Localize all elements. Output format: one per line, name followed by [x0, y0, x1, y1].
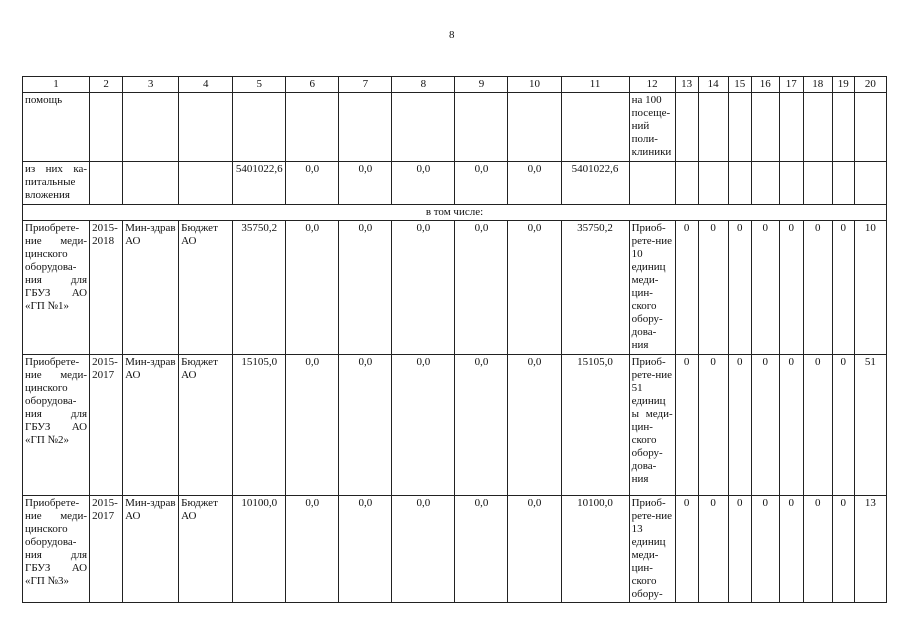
value-cell: 0,0: [392, 496, 455, 603]
item-source: Бюджет АО: [179, 355, 233, 496]
indicator-cell: 0: [675, 221, 698, 355]
indicator-cell: 0: [803, 221, 832, 355]
value-cell: 0,0: [392, 221, 455, 355]
column-header: 18: [803, 77, 832, 93]
item-name: Приобрете-ние меди-цинского оборудова-ния для ГБУЗ АО «ГП №2»: [23, 355, 90, 496]
value-cell: 0,0: [455, 221, 508, 355]
item-executor: Мин-здрав АО: [123, 496, 179, 603]
value-cell: 0,0: [455, 355, 508, 496]
item-name: Приобрете-ние меди-цинского оборудова-ния для ГБУЗ АО «ГП №1»: [23, 221, 90, 355]
value-cell: 10100,0: [233, 496, 286, 603]
item-period: 2015-2017: [90, 496, 123, 603]
table-row: [23, 355, 887, 496]
table-row: [23, 221, 887, 355]
indicator-cell: 0: [751, 221, 779, 355]
indicator-cell: 0: [779, 355, 803, 496]
indicator-cell: 0: [779, 496, 803, 603]
item-result: Приоб-рете-ние 10 единиц меди-цин-ского обору-дова-ния: [629, 221, 675, 355]
column-header: 17: [779, 77, 803, 93]
column-header: 10: [508, 77, 561, 93]
value-cell: 35750,2: [561, 221, 629, 355]
value-cell: 0,0: [339, 221, 392, 355]
page-number: 8: [449, 29, 455, 41]
column-header: 9: [455, 77, 508, 93]
column-header: 19: [832, 77, 854, 93]
value-cell: 0,0: [286, 496, 339, 603]
indicator-cell: 0: [675, 496, 698, 603]
item-source: Бюджет АО: [179, 221, 233, 355]
value-cell: 0,0: [508, 162, 561, 205]
item-result: Приоб-рете-ние 51 единицы меди-цин-ского обору-дова-ния: [629, 355, 675, 496]
program-table: [22, 76, 887, 603]
column-header: 5: [233, 77, 286, 93]
column-header: 4: [179, 77, 233, 93]
column-header: 7: [339, 77, 392, 93]
row-result: на 100 посеще-ний поли-клиники: [629, 93, 675, 162]
indicator-cell: 0: [698, 496, 728, 603]
value-cell: 0,0: [339, 355, 392, 496]
subheader-row: [23, 205, 887, 221]
column-header: 12: [629, 77, 675, 93]
item-source: Бюджет АО: [179, 496, 233, 603]
item-name: Приобрете-ние меди-цинского оборудова-ния для ГБУЗ АО «ГП №3»: [23, 496, 90, 603]
value-cell: 35750,2: [233, 221, 286, 355]
table-row: [23, 162, 887, 205]
column-header: 20: [854, 77, 886, 93]
value-cell: 15105,0: [561, 355, 629, 496]
value-cell: 0,0: [339, 496, 392, 603]
item-executor: Мин-здрав АО: [123, 221, 179, 355]
value-cell: 5401022,6: [233, 162, 286, 205]
value-cell: 0,0: [392, 162, 455, 205]
indicator-cell: 0: [803, 496, 832, 603]
value-cell: 0,0: [392, 355, 455, 496]
indicator-cell: 0: [675, 355, 698, 496]
column-header: 14: [698, 77, 728, 93]
indicator-cell: 0: [832, 355, 854, 496]
row-name: из них ка-питальные вложения: [23, 162, 90, 205]
item-period: 2015-2017: [90, 355, 123, 496]
indicator-cell: 0: [698, 221, 728, 355]
column-header: 11: [561, 77, 629, 93]
indicator-cell: 13: [854, 496, 886, 603]
indicator-cell: 0: [728, 355, 751, 496]
table-row: [23, 496, 887, 603]
indicator-cell: 0: [803, 355, 832, 496]
indicator-cell: 0: [832, 496, 854, 603]
indicator-cell: 0: [728, 221, 751, 355]
value-cell: 5401022,6: [561, 162, 629, 205]
table-row: [23, 93, 887, 162]
indicator-cell: 0: [832, 221, 854, 355]
item-period: 2015-2018: [90, 221, 123, 355]
value-cell: 0,0: [339, 162, 392, 205]
column-header: 1: [23, 77, 90, 93]
value-cell: 0,0: [508, 496, 561, 603]
column-header: 6: [286, 77, 339, 93]
indicator-cell: 0: [751, 496, 779, 603]
indicator-cell: 0: [728, 496, 751, 603]
value-cell: 0,0: [286, 221, 339, 355]
value-cell: 0,0: [508, 221, 561, 355]
column-header: 8: [392, 77, 455, 93]
column-header: 16: [751, 77, 779, 93]
indicator-cell: 10: [854, 221, 886, 355]
value-cell: 0,0: [455, 162, 508, 205]
item-result: Приоб-рете-ние 13 единиц меди-цин-ского обору-: [629, 496, 675, 603]
row-name: помощь: [23, 93, 90, 162]
value-cell: 15105,0: [233, 355, 286, 496]
item-executor: Мин-здрав АО: [123, 355, 179, 496]
value-cell: 0,0: [286, 162, 339, 205]
column-header: 3: [123, 77, 179, 93]
subheader: в том числе:: [23, 205, 887, 221]
column-header: 15: [728, 77, 751, 93]
indicator-cell: 0: [751, 355, 779, 496]
value-cell: 0,0: [455, 496, 508, 603]
value-cell: 0,0: [508, 355, 561, 496]
column-header: 13: [675, 77, 698, 93]
indicator-cell: 0: [698, 355, 728, 496]
indicator-cell: 0: [779, 221, 803, 355]
indicator-cell: 51: [854, 355, 886, 496]
value-cell: 10100,0: [561, 496, 629, 603]
column-number-row: [23, 77, 887, 93]
column-header: 2: [90, 77, 123, 93]
value-cell: 0,0: [286, 355, 339, 496]
